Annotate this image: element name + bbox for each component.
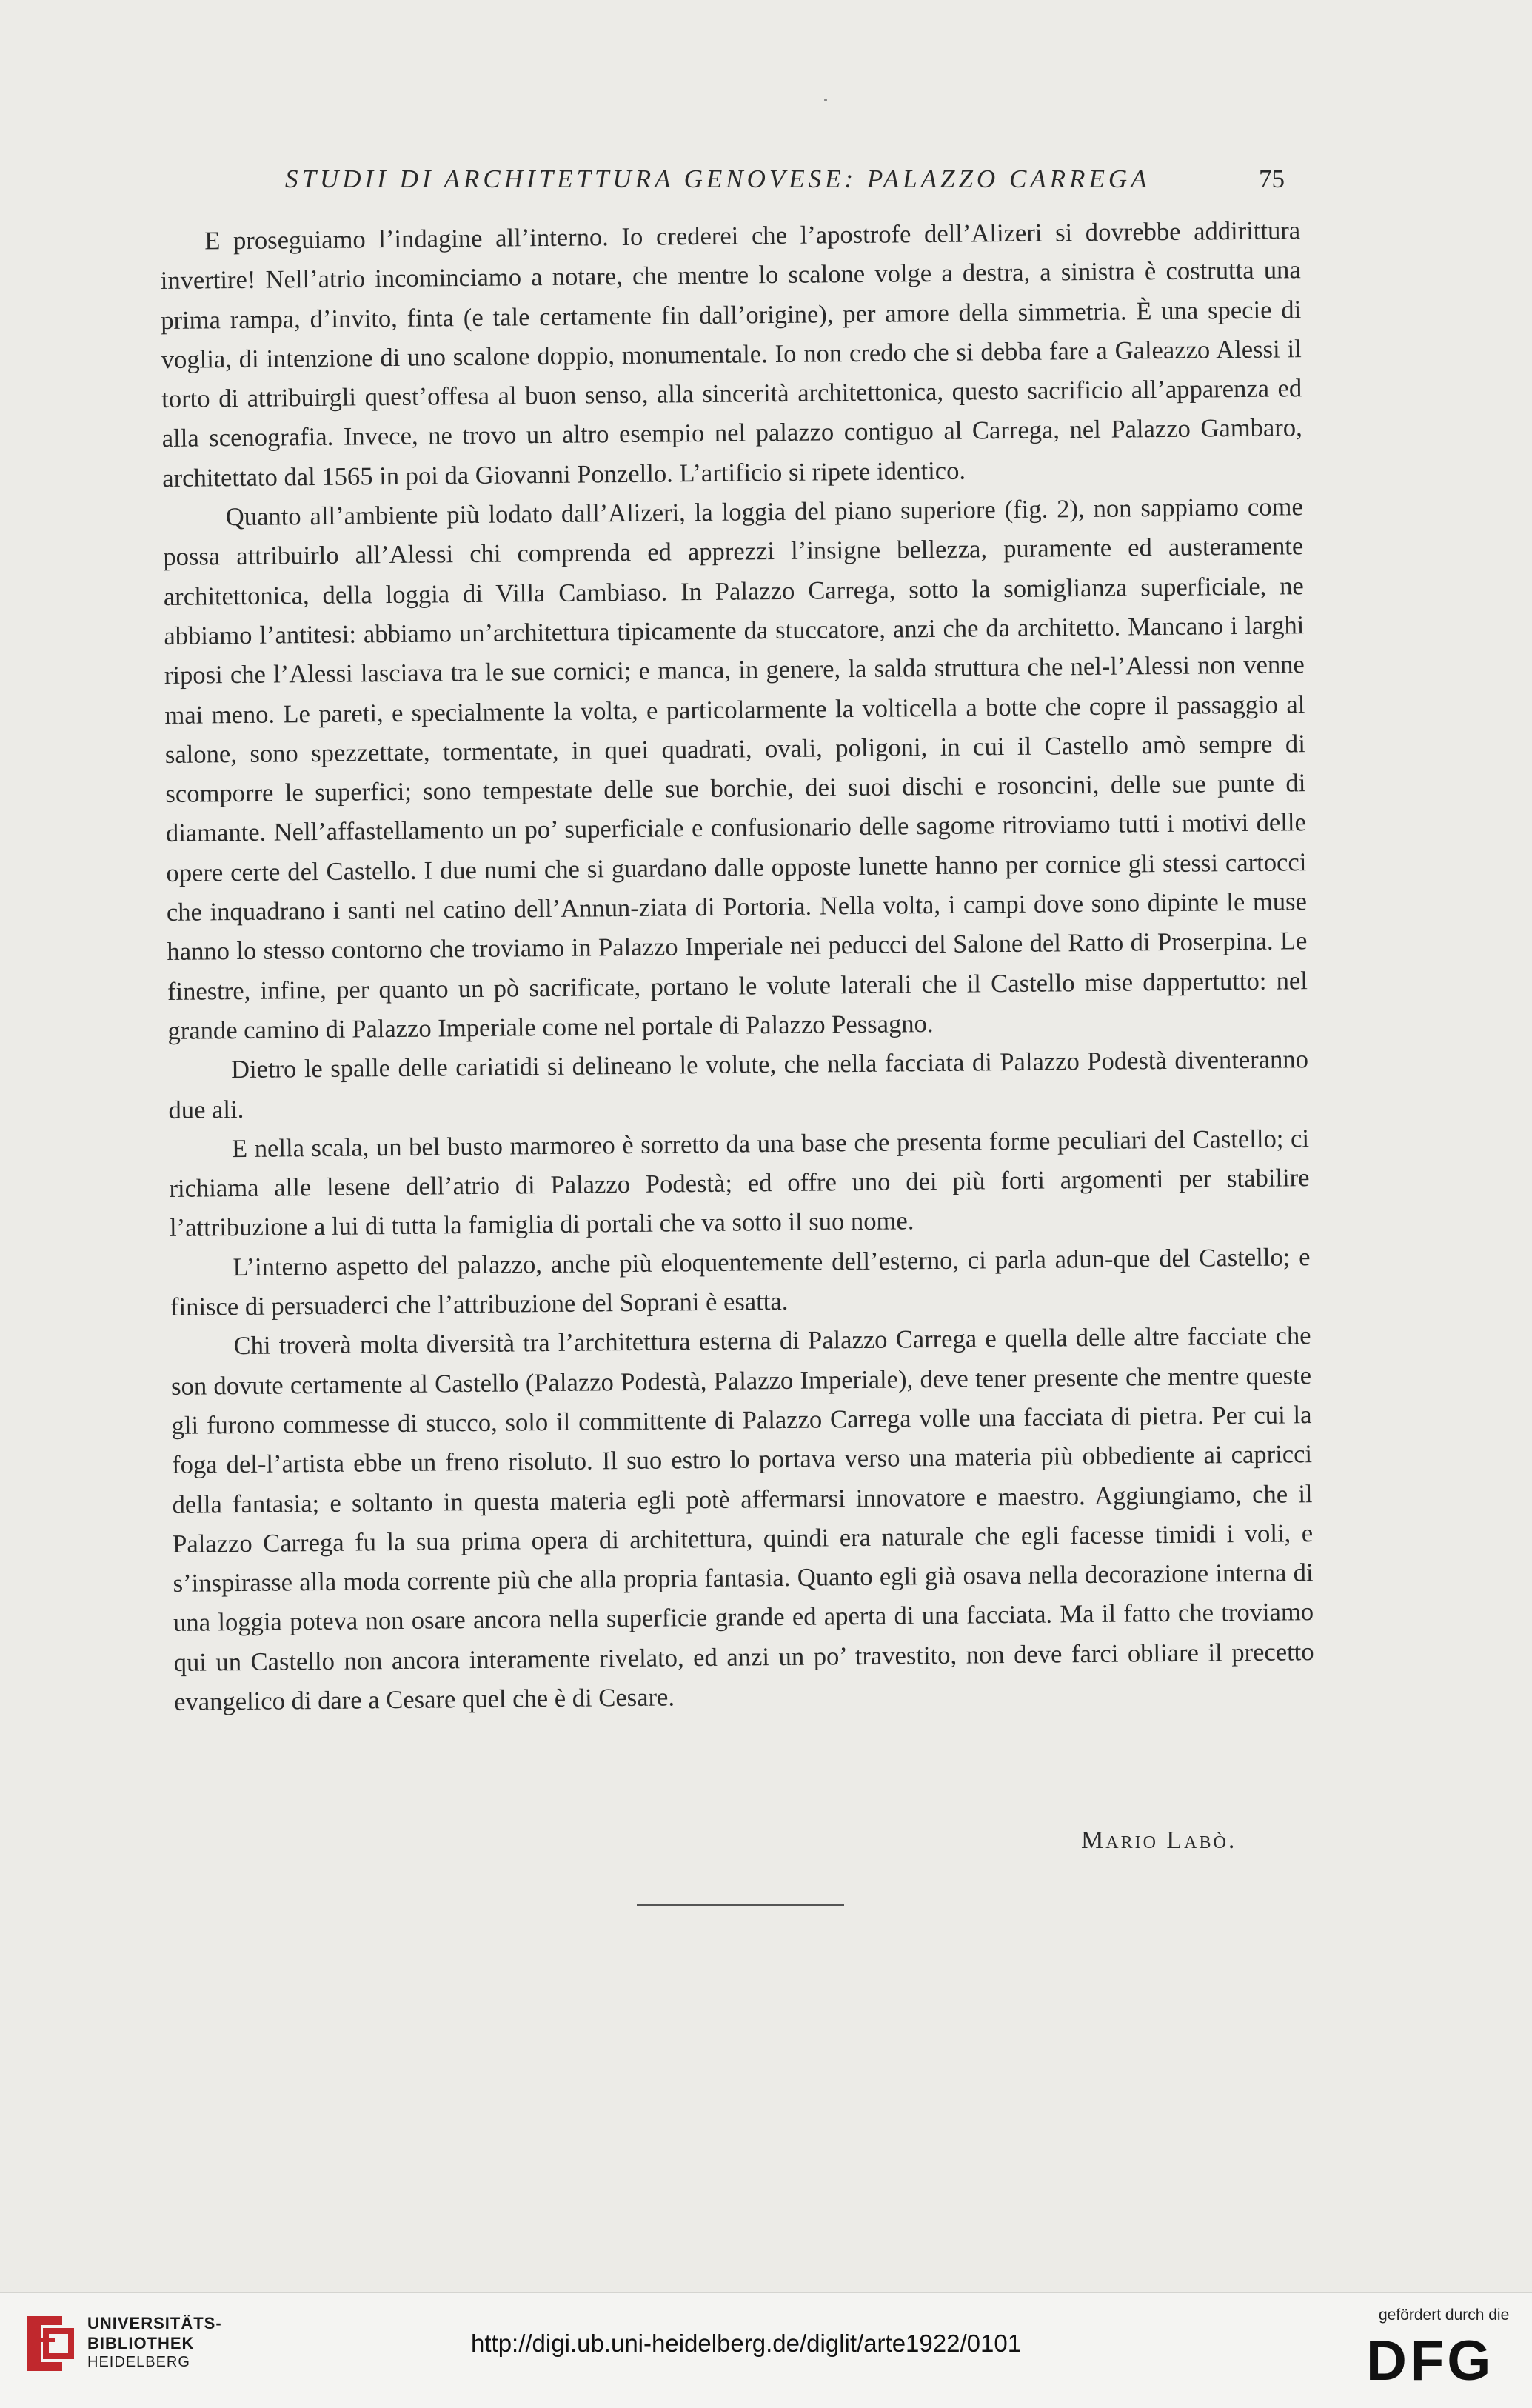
permalink-url[interactable]: http://digi.ub.uni-heidelberg.de/diglit/arte1922/0101 bbox=[471, 2329, 1022, 2357]
library-name-line1: UNIVERSITÄTS- bbox=[87, 2314, 222, 2332]
running-title: STUDII DI ARCHITETTURA GENOVESE: PALAZZO CARREGA bbox=[285, 164, 1151, 193]
viewer-footer bbox=[0, 2292, 1532, 2408]
article-body bbox=[160, 211, 1314, 1722]
paragraph: E nella scala, un bel busto marmoreo è sorretto da una base che presenta forme peculiari del Castello; ci richiama alle lesene dell’atrio di Palazzo Podestà; ed offre uno dei più forti argomenti per stabilire l’attribuzione a lui di tutta la famiglia di portali che va sotto il suo nome. bbox=[169, 1124, 1310, 1243]
university-library-logo-icon[interactable] bbox=[16, 2310, 78, 2377]
paragraph: Quanto all’ambiente più lodato dall’Alizeri, la loggia del piano superiore (fig. 2), non sappiamo come possa attribuirlo all’Alessi chi comprenda ed apprezzi l’insigne bellezza, puramente ed austeramente architettonica, della loggia di Villa Cambiaso. In Palazzo Carrega, sotto la somiglianza superficiale, ne abbiamo l’antitesi: abbiamo un’architettura tipicamente da stuccatore, anzi che da architetto. Mancano i larghi riposi che l’Alessi lasciava tra le sue cornici; e manca, in genere, la salda struttura che nel-l’Alessi non venne mai meno. Le pareti, e specialmente la volta, e particolarmente la volticella a botte che copre il passaggio al salone, sono spezzettate, tormentate, in quei quadrati, ovali, poligoni, in cui il Castello amò sempre di scomporre le superfici; sono tempestate delle sue borchie, dei suoi dischi e rosoncini, delle sue punte di diamante. Nell’affastellamento un po’ superficiale e confusionario delle sagome ritroviamo tutti i motivi delle opere certe del Castello. I due numi che si guardano dalle opposte lunette hanno per cornice gli stessi cartocci che inquadrano i santi nel catino dell’Annun-ziata di Portoria. Nella volta, i campi dove sono dipinte le muse hanno lo stesso contorno che troviamo in Palazzo Imperiale nei peducci del Salone del Ratto di Proserpina. Le finestre, infine, per quanto un pò sacrificate, portano le volute laterali che il Castello mise dappertutto: nel grande camino di Palazzo Imperiale come nel portale di Palazzo Pessagno. bbox=[163, 493, 1308, 1045]
funding-caption: gefördert durch die bbox=[1379, 2307, 1510, 2324]
library-name-line2: BIBLIOTHEK bbox=[87, 2334, 195, 2352]
dust-speck bbox=[824, 99, 827, 101]
closing-rule bbox=[637, 1904, 844, 1906]
paragraph: Chi troverà molta diversità tra l’architettura esterna di Palazzo Carrega e quella delle altre facciate che son dovute certamente al Castello (Palazzo Podestà, Palazzo Imperiale), deve tener presente che mentre queste gli furono commesse di stucco, solo il committente di Palazzo Carrega volle una facciata di pietra. Per cui la foga del-l’artista ebbe un freno risoluto. Il suo estro lo portava verso una materia più obbediente ai capricci della fantasia; e soltanto in questa materia egli potè affermarsi innovatore e maestro. Aggiungiamo, che il Palazzo Carrega fu la sua prima opera di architettura, quindi era naturale che egli facesse timidi i voli, e s’inspirasse alla moda corrente più che alla propria fantasia. Quanto egli già osava nella decorazione interna di una loggia poteva non osare ancora nella superficie grande ed aperta di una facciata. Ma il fatto che troviamo qui un Castello non ancora interamente rivelato, ed anzi un po’ travestito, non deve farci obliare il precetto evangelico di dare a Cesare quel che è di Cesare. bbox=[170, 1321, 1314, 1716]
paragraph: Dietro le spalle delle cariatidi si delineano le volute, che nella facciata di Palazzo Podestà diventeranno due ali. bbox=[168, 1045, 1309, 1124]
paragraph: E proseguiamo l’indagine all’interno. Io crederei che l’apostrofe dell’Alizeri si dovrebbe addirittura invertire! Nell’atrio incominciamo a notare, che mentre lo scalone volge a destra, a sinistra è costrutta una prima rampa, d’invito, finta (e tale certamente fin dall’origine), per amore della simmetria. È una specie di voglia, di intenzione di uno scalone doppio, monumentale. Io non credo che si debba fare a Galeazzo Alessi il torto di attribuirgli quest’offesa al buon senso, alla sincerità architettonica, questo sacrificio all’apparenza ed alla scenografia. Invece, ne trovo un altro esempio nel palazzo contiguo al Carrega, nel Palazzo Gambaro, architettato dal 1565 in poi da Giovanni Ponzello. L’artificio si ripete identico. bbox=[160, 216, 1302, 493]
library-name-line3: HEIDELBERG bbox=[87, 2354, 190, 2370]
paragraph: L’interno aspetto del palazzo, anche più eloquentemente dell’esterno, ci parla adun-que del Castello; e finisce di persuaderci che l’attribuzione del Soprani è esatta. bbox=[170, 1242, 1311, 1321]
author-signature: Mario Labò. bbox=[1081, 1827, 1237, 1854]
dfg-logo-icon[interactable]: DFG bbox=[1366, 2329, 1494, 2392]
page-number: 75 bbox=[1259, 164, 1285, 193]
